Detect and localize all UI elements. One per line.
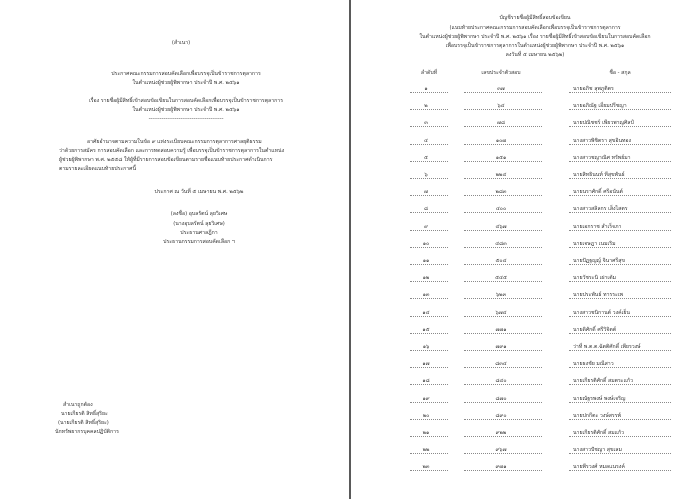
row-seat-number: ๗๘: [497, 120, 505, 127]
row-seat-number: ๘๙๐: [495, 412, 507, 419]
dotted-underline: [569, 247, 671, 248]
row-seat-number: ๙๖๗: [495, 447, 507, 454]
dotted-underline: [410, 144, 448, 145]
row-number: ๑: [424, 86, 428, 92]
row-number: ๒๓: [422, 464, 430, 471]
separator-line: ----------------------------------------: [148, 116, 224, 122]
table-row: [351, 204, 700, 214]
row-full-name: นายเกียรติศักดิ์ สมตระแก้ว: [573, 378, 633, 385]
dotted-underline: [569, 195, 671, 196]
row-seat-number: ๒๘๓: [495, 189, 507, 196]
signatory-name: (นางอุบลรัตน์ ลุยวิเศษ): [173, 221, 225, 227]
dotted-underline: [569, 178, 671, 179]
dotted-underline: [569, 367, 671, 368]
row-number: ๑๖: [422, 344, 430, 350]
table-row: [351, 170, 700, 180]
row-seat-number: ๑๐๗: [495, 137, 507, 144]
dotted-underline: [569, 230, 671, 231]
dotted-underline: [464, 298, 542, 299]
row-number: ๑๔: [422, 309, 430, 316]
row-number: ๑๗: [422, 361, 430, 368]
dotted-underline: [569, 144, 671, 145]
row-number: ๕: [424, 154, 428, 161]
table-row: [351, 256, 700, 266]
row-number: ๒: [424, 103, 428, 110]
certifier-signature: นายเกียรติ สิทธิ์สุริยะ: [61, 411, 108, 417]
dotted-underline: [464, 402, 542, 403]
dotted-underline: [410, 402, 448, 403]
body-paragraph-line-3: ผู้ช่วยผู้พิพากษา พ.ศ. ๒๕๕๘ ให้ผู้ที่มีรายการสอบข้อเขียนตามรายชื่อแนบท้ายประกาศดำเนินการ: [59, 157, 273, 163]
dotted-underline: [464, 350, 542, 351]
dotted-underline: [464, 384, 542, 385]
row-seat-number: ๙๗๑: [495, 464, 507, 471]
dotted-underline: [464, 264, 542, 265]
dotted-underline: [410, 419, 448, 420]
dotted-underline: [464, 333, 542, 334]
dotted-underline: [410, 92, 448, 93]
row-number: ๗: [424, 189, 428, 196]
list-title: บัญชีรายชื่อผู้มีสิทธิ์สอบข้อเขียน: [499, 15, 571, 21]
row-full-name: นายเจษฎา เนมเริม: [573, 240, 616, 247]
row-seat-number: ๑๕๑: [495, 154, 507, 161]
row-seat-number: ๗๗๑: [495, 326, 507, 333]
dotted-underline: [464, 419, 542, 420]
row-full-name: นายพีรวงศ์ หมลแนรงค์: [573, 464, 625, 471]
row-number: ๑๐: [422, 240, 430, 247]
left-document-page: [0, 0, 349, 499]
announcement-title-line-1: ประกาศคณะกรรมการสอบคัดเลือกเพื่อบรรจุเป็นข้าราชการตุลาการ: [111, 71, 261, 77]
table-row: [351, 239, 700, 249]
table-row: [351, 290, 700, 300]
row-seat-number: ๓๗: [497, 86, 505, 92]
row-seat-number: ๔๖๗: [495, 223, 507, 230]
row-number: ๑๒: [422, 275, 430, 282]
attached-line-2: ในตำแหน่งผู้ช่วยผู้พิพากษา ประจำปี พ.ศ. ๒๕๖๑ เรื่อง รายชื่อผู้มีสิทธิ์เข้าสอบข้อเขียนในการสอบคัดเลือก: [419, 34, 651, 40]
dotted-underline: [410, 333, 448, 334]
row-full-name: นายสิทธินนท์ ทีสุขพันธ์: [573, 172, 625, 178]
subject-line-1: เรื่อง รายชื่อผู้มีสิทธิ์เข้าสอบข้อเขียนในการสอบคัดเลือกเพื่อบรรจุเป็นข้าราชการตุลาการ: [88, 98, 284, 104]
attached-date: ลงวันที่ ๕ เมษายน ๒๕๖๒): [505, 52, 565, 58]
row-full-name: นางสาวพิชิตรา สุขอินทอง: [573, 137, 632, 144]
certifier-name: (นายเกียรติ สิทธิ์สุริยะ): [58, 420, 109, 426]
row-number: ๖: [424, 172, 428, 178]
signatory-position-2: ประธานกรรมการสอบคัดเลือก ฯ: [163, 239, 235, 245]
dotted-underline: [410, 281, 448, 282]
table-row: [351, 273, 700, 283]
row-full-name: นายเอกราช สำเร็จภา: [573, 223, 622, 230]
header-seat-number: เลขประจำตัวสอบ: [481, 70, 521, 76]
row-full-name: นายอภิช ลุพภูติตร: [573, 86, 614, 92]
dotted-underline: [569, 384, 671, 385]
table-row: [351, 394, 700, 404]
signatory-position-1: ประธานศาลฎีกา: [180, 230, 218, 236]
row-full-name: นางสาวชนิกานต์ วงค์เย็น: [573, 309, 630, 316]
dotted-underline: [569, 419, 671, 420]
dotted-underline: [569, 316, 671, 317]
table-row: [351, 187, 700, 197]
row-full-name: นางสาวปัชญา สุขเลม: [573, 447, 622, 454]
dotted-underline: [569, 402, 671, 403]
row-number: ๑๓: [422, 292, 430, 299]
dotted-underline: [410, 109, 448, 110]
header-full-name: ชื่อ - สกุล: [609, 70, 631, 76]
dotted-underline: [569, 92, 671, 93]
row-number: ๑๙: [422, 395, 430, 402]
table-row: [351, 342, 700, 352]
dotted-underline: [410, 230, 448, 231]
dotted-underline: [410, 470, 448, 471]
dotted-underline: [410, 453, 448, 454]
row-seat-number: ๘๗๐: [495, 395, 507, 402]
row-number: ๓: [424, 120, 428, 127]
dotted-underline: [464, 92, 542, 93]
row-seat-number: ๗๙๑: [495, 344, 507, 350]
dotted-underline: [464, 436, 542, 437]
subject-line-2: ในตำแหน่งผู้ช่วยผู้พิพากษา ประจำปี พ.ศ. ๒๕๖๑: [132, 107, 240, 113]
dotted-underline: [464, 161, 542, 162]
dotted-underline: [569, 126, 671, 127]
dotted-underline: [569, 470, 671, 471]
dotted-underline: [569, 212, 671, 213]
dotted-underline: [410, 264, 448, 265]
row-full-name: นายปัฏฐญญ์ จินาศรีสุข: [573, 258, 625, 264]
row-full-name: นายปณิชชร์ เพียวพาญศิลป์: [573, 120, 634, 127]
row-full-name: นางสาวชญาณิศ ทรัพย์มา: [573, 154, 631, 161]
table-row: [351, 376, 700, 386]
attached-line-1: (แนบท้ายประกาศคณะกรรมการสอบคัดเลือกเพื่อบรรจุเป็นข้าราชการตุลาการ: [449, 25, 621, 31]
dotted-underline: [410, 350, 448, 351]
row-seat-number: ๖๗๔: [495, 309, 507, 316]
row-full-name: นายปกกีตะ วงษ์สรรพ์: [573, 412, 621, 419]
row-seat-number: ๘๔๐: [495, 378, 507, 385]
dotted-underline: [464, 230, 542, 231]
dotted-underline: [410, 195, 448, 196]
dotted-underline: [410, 298, 448, 299]
row-seat-number: ๔๐๐: [495, 206, 507, 213]
dotted-underline: [569, 436, 671, 437]
dotted-underline: [569, 298, 671, 299]
row-number: ๘: [423, 206, 428, 213]
dotted-underline: [464, 367, 542, 368]
row-number: ๔: [424, 137, 428, 144]
row-full-name: นายนราศักดิ์ ศรีอนันต์: [573, 189, 623, 196]
row-number: ๒๑: [422, 430, 430, 436]
table-row: [351, 462, 700, 472]
row-number: ๑๑: [422, 258, 430, 264]
row-number: ๑๕: [422, 326, 430, 333]
dotted-underline: [464, 109, 542, 110]
dotted-underline: [464, 126, 542, 127]
row-full-name: นายเกียรติศักดิ์ สมแก้ว: [573, 430, 625, 436]
signature-line: (ลงชื่อ) อุบลรัตน์ ลุยวิเศษ: [170, 211, 228, 217]
announced-date: ประกาศ ณ วันที่ ๕ เมษายน พ.ศ. ๒๕๖๒: [154, 189, 244, 195]
table-row: [351, 411, 700, 421]
table-row: [351, 222, 700, 232]
dotted-underline: [569, 264, 671, 265]
table-row: [351, 308, 700, 318]
table-row: [351, 101, 700, 111]
dotted-underline: [569, 281, 671, 282]
right-document-page: [351, 0, 700, 499]
header-no: ลำดับที่: [420, 70, 438, 76]
announcement-title-line-2: ในตำแหน่งผู้ช่วยผู้พิพากษา ประจำปี พ.ศ. ๒๕๖๑: [132, 80, 240, 86]
row-full-name: ว่าที่ พ.ต.ต.ฉัตติศักดิ์ เพียรวงษ์: [573, 344, 641, 350]
row-seat-number: ๕๔๕: [495, 275, 507, 282]
row-full-name: นางสาวสลิลกร เส็งไสตร: [573, 206, 628, 213]
row-number: ๒๐: [422, 412, 430, 419]
row-number: ๙: [424, 223, 428, 230]
table-row: [351, 153, 700, 163]
row-seat-number: ๔๘๓: [495, 240, 507, 247]
dotted-underline: [569, 109, 671, 110]
row-full-name: นายณัฐรพงษ์ พงษ์เจริญ: [573, 395, 626, 402]
row-full-name: นายประพันธ์ ทารระเพ: [573, 292, 624, 299]
row-full-name: นายวัชระนิ เผ่าเต้ม: [573, 275, 616, 282]
dotted-underline: [464, 453, 542, 454]
row-seat-number: ๕๐๔: [495, 258, 507, 264]
body-paragraph-line-1: อาศัยอำนาจตามความในข้อ ๙ แห่งระเบียบคณะกรรมการตุลาการศาลยุติธรรม: [87, 139, 262, 145]
body-paragraph-line-4: ตามรายละเอียดแนบท้ายประกาศนี้: [59, 166, 137, 172]
row-full-name: นายดิศักดิ์ ศรีวิจิตต์: [573, 326, 617, 333]
dotted-underline: [410, 161, 448, 162]
dotted-underline: [569, 161, 671, 162]
attached-line-3: เพื่อบรรจุเป็นข้าราชการตุลาการในตำแหน่งผู้ช่วยผู้พิพากษา ประจำปี พ.ศ. ๒๕๖๑: [445, 43, 625, 49]
table-row: [351, 428, 700, 438]
dotted-underline: [464, 195, 542, 196]
dotted-underline: [410, 367, 448, 368]
table-row: [351, 136, 700, 146]
dotted-underline: [464, 247, 542, 248]
dotted-underline: [410, 316, 448, 317]
table-row: [351, 118, 700, 128]
dotted-underline: [410, 384, 448, 385]
row-seat-number: ๙๒๒: [495, 430, 507, 436]
dotted-underline: [464, 212, 542, 213]
table-row: [351, 325, 700, 335]
row-full-name: นายธงชัย มณีสาว: [573, 361, 614, 368]
copy-label: (สำเนา): [171, 40, 191, 46]
dotted-underline: [410, 178, 448, 179]
dotted-underline: [569, 333, 671, 334]
row-full-name: นายอภิณัฐ เอี่ยมปรีชญา: [573, 103, 627, 110]
row-seat-number: ๖๒๓: [495, 292, 507, 299]
certifier-position: นักทรัพยากรบุคคลปฏิบัติการ: [55, 429, 119, 435]
dotted-underline: [464, 178, 542, 179]
row-seat-number: ๖๔: [497, 103, 505, 110]
dotted-underline: [569, 453, 671, 454]
table-row: [351, 84, 700, 94]
dotted-underline: [410, 126, 448, 127]
dotted-underline: [410, 436, 448, 437]
row-number: ๒๒: [422, 447, 430, 454]
row-seat-number: ๘๓๔: [495, 361, 507, 368]
dotted-underline: [464, 470, 542, 471]
dotted-underline: [464, 281, 542, 282]
row-number: ๑๘: [422, 378, 430, 385]
dotted-underline: [410, 247, 448, 248]
certified-copy-label: สำเนาถูกต้อง: [63, 402, 93, 408]
dotted-underline: [464, 316, 542, 317]
table-row: [351, 359, 700, 369]
dotted-underline: [569, 350, 671, 351]
dotted-underline: [410, 212, 448, 213]
table-row: [351, 445, 700, 455]
body-paragraph-line-2: ว่าด้วยการสมัคร การสอบคัดเลือก และการทดสอบความรู้ เพื่อบรรจุเป็นข้าราชการตุลาการในตำแหน่ง: [59, 148, 285, 154]
dotted-underline: [464, 144, 542, 145]
row-seat-number: ๒๒๔: [495, 172, 507, 178]
